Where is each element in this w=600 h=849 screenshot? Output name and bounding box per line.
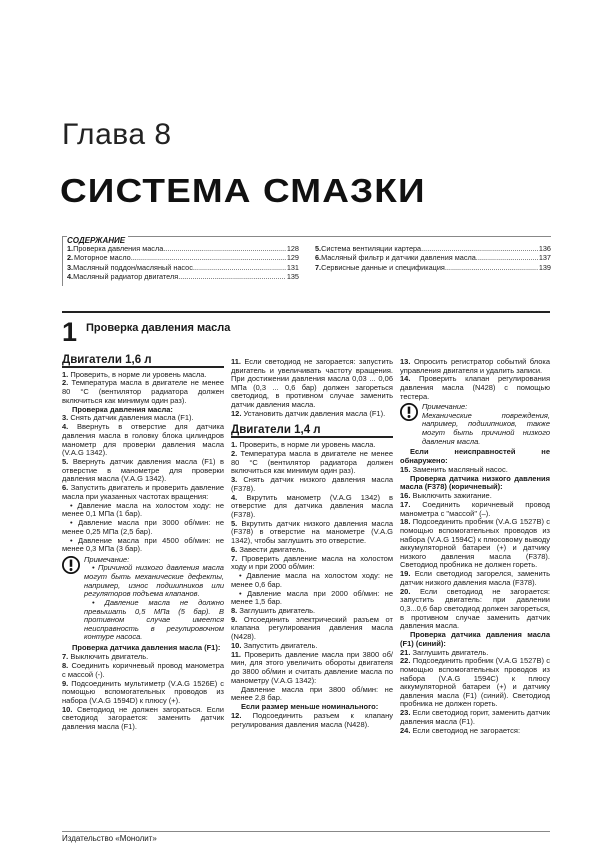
step: 23. Если светодиод горит, заменить датчик давления масла (F1). <box>400 708 551 726</box>
toc-left-column <box>67 244 299 282</box>
step: 6. Запустить двигатель и проверить давление масла при указанных частотах вращения: <box>62 483 224 501</box>
step: 19. Если светодиод загорелся, заменить датчик низкого давления масла (F378). <box>400 569 550 587</box>
step: 3. Снять датчик низкого давления масла (F378). <box>231 475 394 493</box>
toc-entry-title: Масляный поддон/масляный насос <box>73 262 193 272</box>
section-number: 1 <box>62 317 78 347</box>
bullet-item: • Давление масла при 2000 об/мин: не менее 1,5 бар. <box>231 588 393 607</box>
bullet-item: • Давление масла на холостом ходу: не менее 0,1 МПа (1 бар). <box>62 500 224 519</box>
step: 7. Выключить двигатель. <box>62 652 149 662</box>
subheading: Если размер меньше номинального: <box>241 702 379 712</box>
toc-entry-page: 128 <box>286 244 299 253</box>
toc-entry[interactable] <box>67 263 299 272</box>
toc-entry-title: Масляный радиатор двигателя <box>73 272 179 282</box>
table-of-contents <box>62 236 551 286</box>
toc-entry-number: 4. <box>67 272 74 282</box>
step: 5. Вкрутить датчик низкого давления масла (F378) в отверстие на манометре (V.A.G 1342), чтобы заглушить это отверстие. <box>231 518 394 545</box>
toc-entry[interactable] <box>315 244 551 253</box>
step: 2. Температура масла в двигателе не менее 80 °С (вентилятор радиатора должен включиться как минимум один раз). <box>231 448 393 476</box>
step: 4. Ввернуть в отверстие для датчика давления масла в головку блока цилиндров манометр для проверки давления масла (V.A.G 1342). <box>62 422 224 458</box>
publisher-footer: Издательство «Монолит» <box>62 834 157 843</box>
step: 21. Заглушить двигатель. <box>400 647 489 657</box>
step: 11. Проверить давление масла при 3800 об/мин, для этого увеличить обороты двигателя до 3800 об/мин и считать давление масла по манометру (V.A.G 1342): <box>231 649 393 685</box>
engine-heading: Двигатели 1,4 л <box>231 426 393 438</box>
step: 1. Проверить, в норме ли уровень масла. <box>62 369 207 379</box>
toc-entry[interactable] <box>67 272 299 281</box>
toc-entry-title: Проверка давления масла <box>73 244 164 253</box>
note-text: Механические повреждения, например, подшипников, также могут быть причиной низкого давления масла. <box>422 410 550 446</box>
section-divider <box>62 311 550 313</box>
step: 2. Температура масла в двигателе не менее 80 °С (вентилятор радиатора должен включиться как минимум один раз). <box>62 378 224 405</box>
toc-heading: СОДЕРЖАНИЕ <box>67 236 128 245</box>
step: 3. Снять датчик давления масла (F1). <box>62 413 194 423</box>
toc-entry-page: 131 <box>286 262 299 272</box>
toc-entry[interactable] <box>67 244 299 253</box>
toc-entry-number: 3. <box>67 262 74 272</box>
step: 9. Подсоединить мультиметр (V.A.G 1526E) с помощью вспомогательных проводов из набора (V.A.G 1594D) к плюсу (+). <box>62 678 224 705</box>
toc-entry-page: 139 <box>538 262 551 272</box>
toc-entry-number: 6. <box>315 253 322 263</box>
step: 12. Подсоединить разъем к клапану регулирования давления масла (N428). <box>231 710 393 729</box>
step: 17. Соединить коричневый провод манометра с "массой" (–). <box>400 499 550 518</box>
step: 18. Подсоединить пробник (V.A.G 1527B) с помощью вспомогательных проводов из набора (V.A.G 1594C) к плюсовому выводу аккумуляторной батареи (+) и датчику низкого давления масла (F378). Светодиод пробника не должен гореть. <box>400 517 551 570</box>
subheading: Если неисправностей не обнаружено: <box>400 447 550 465</box>
toc-entry-title: Масляный фильтр и датчики давления масла <box>321 253 476 263</box>
exclamation-icon <box>400 403 418 421</box>
toc-entry-number: 2. <box>67 253 74 263</box>
toc-entry-number: 7. <box>315 262 322 272</box>
step: 22. Подсоединить пробник (V.A.G 1527B) с помощью вспомогательных проводов из набора (V.A.G 1594C) к плюсу аккумуляторной батареи (+) и датчику давления масла (F1) (синий). Светодиод пробника не должен гореть. <box>400 656 551 709</box>
footer-divider <box>62 831 550 832</box>
section-title: Проверка давления масла <box>86 322 231 334</box>
step: 13. Опросить регистратор событий блока управления двигателя и удалить записи. <box>400 357 550 375</box>
toc-entry-title: Моторное масло <box>74 253 131 263</box>
note-item: • Давление масла не должно превышать 0,5 МПа (5 бар). В противном случае имеется неисправность в регулировочном контуре насоса. <box>84 598 224 642</box>
text-column-1 <box>62 356 224 732</box>
toc-entry-title: Сервисные данные и спецификация <box>321 262 445 272</box>
step: 14. Проверить клапан регулирования давления масла (N428) с помощью тестера. <box>400 374 551 401</box>
text-column-2 <box>231 358 393 729</box>
engine-heading: Двигатели 1,6 л <box>62 356 224 368</box>
toc-entry[interactable] <box>67 253 299 262</box>
step: 20. Если светодиод не загорается: запустить двигатель: при давлении 0,3...0,6 бар светодиод должен загореться, в противном случае заменить датчик давления масла. <box>400 586 550 631</box>
step: 4. Вкрутить манометр (V.A.G 1342) в отверстие для датчика давления масла (F378). <box>231 492 393 519</box>
step: 16. Выключить зажигание. <box>400 491 492 501</box>
note-block <box>400 403 550 446</box>
toc-entry-number: 1. <box>67 244 74 253</box>
toc-right-column <box>315 244 551 272</box>
step: 12. Установить датчик давления масла (F1). <box>231 408 386 418</box>
toc-entry-number: 5. <box>315 244 322 253</box>
toc-entry-title: Система вентиляции картера <box>321 244 422 253</box>
step: 7. Проверить давление масла на холостом ходу и при 2000 об/мин: <box>231 553 393 572</box>
subheading: Проверка давления масла: <box>72 404 173 414</box>
note-label: Примечание: <box>84 554 130 564</box>
subheading: Проверка датчика низкого давления масла (F378) (коричневый): <box>400 473 550 492</box>
step: 9. Отсоединить электрический разъем от клапана регулирования давления масла (N428). <box>231 614 393 642</box>
toc-entry-page: 136 <box>538 244 551 253</box>
toc-entry-page: 137 <box>538 253 551 263</box>
step: 10. Запустить двигатель. <box>231 640 318 650</box>
toc-header-rule <box>63 236 551 245</box>
toc-entry[interactable] <box>315 253 551 262</box>
toc-entry[interactable] <box>315 263 551 272</box>
step: 10. Светодиод не должен загораться. Если светодиод загорается: заменить датчик давления масла (F1). <box>62 704 224 731</box>
step: 6. Завести двигатель. <box>231 544 307 554</box>
chapter-title: СИСТЕМА СМАЗКИ <box>60 172 426 209</box>
chapter-label: Глава 8 <box>62 118 172 151</box>
note-block <box>62 556 224 643</box>
subheading: Проверка датчика давления масла (F1): <box>72 643 221 653</box>
bullet-item: • Давление масла при 3000 об/мин: не менее 0,25 МПа (2,5 бар). <box>62 518 224 536</box>
step: 8. Соединить коричневый провод манометра с массой (-). <box>62 661 224 679</box>
step: 5. Ввернуть датчик давления масла (F1) в отверстие в манометре для проверки давления масла (V.A.G 1342). <box>62 457 224 484</box>
toc-entry-page: 135 <box>286 272 299 282</box>
note-label: Примечание: <box>422 402 468 412</box>
subheading: Проверка датчика давления масла (F1) (синий): <box>400 630 550 648</box>
step-continuation: Давление масла при 3800 об/мин: не менее 2,8 бар. <box>231 684 393 703</box>
exclamation-icon <box>62 556 80 574</box>
step: 24. Если светодиод не загорается: <box>400 725 521 735</box>
step: 8. Заглушить двигатель. <box>231 606 316 615</box>
bullet-item: • Давление масла на холостом ходу: не менее 0,6 бар. <box>231 571 393 589</box>
text-column-3 <box>400 358 550 736</box>
bullet-item: • Давление масла при 4500 об/мин: не менее 0,3 МПа (3 бар). <box>62 535 224 554</box>
toc-entry-page: 129 <box>286 253 299 263</box>
step: 1. Проверить, в норме ли уровень масла. <box>231 440 376 450</box>
note-item: • Причиной низкого давления масла могут быть механические дефекты, например, износ подшипников или регуляторов подъема клапанов. <box>84 563 224 599</box>
step: 15. Заменить масляный насос. <box>400 464 508 474</box>
step: 11. Если светодиод не загорается: запустить двигатель и увеличивать частоту вращения. При достижении давления масла 0,03 ... 0,06 МПа (0,3 ... 0,6 бар) должен загореться светодиод, в противном случае заменить датчик давления масла. <box>231 357 393 409</box>
